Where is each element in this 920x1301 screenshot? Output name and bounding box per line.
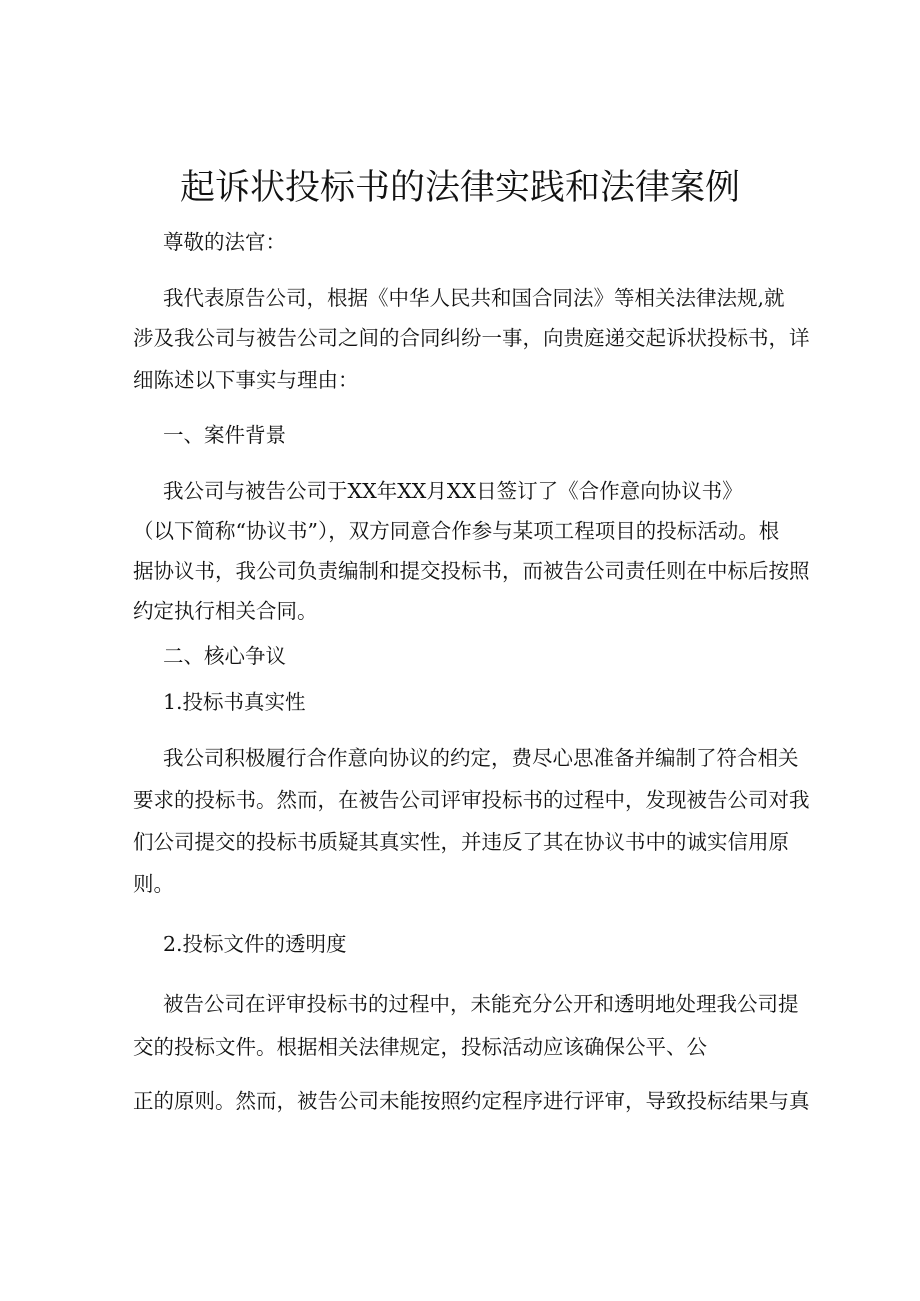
paragraph-line: 正的原则。然而，被告公司未能按照约定程序进行评审，导致投标结果与真 [133,1089,810,1113]
paragraph-line: 我公司与被告公司于XX年XX月XX日签订了《合作意向协议书》 [163,479,743,503]
paragraph-line: 要求的投标书。然而，在被告公司评审投标书的过程中，发现被告公司对我 [133,788,810,812]
paragraph-line: 约定执行相关合同。 [133,599,318,623]
paragraph-line: 交的投标文件。根据相关法律规定，投标活动应该确保公平、公 [133,1035,707,1059]
subsection-heading: 1.投标书真实性 [163,690,306,714]
paragraph-line: 则。 [133,872,174,896]
paragraph-line: （以下简称“协议书”），双方同意合作参与某项工程项目的投标活动。根 [133,519,780,543]
intro-line: 我代表原告公司，根据《中华人民共和国合同法》等相关法律法规,就 [163,286,785,310]
section-heading: 一、案件背景 [163,423,286,447]
document-title: 起诉状投标书的法律实践和法律案例 [179,168,740,208]
paragraph-line: 被告公司在评审投标书的过程中，未能充分公开和透明地处理我公司提 [163,992,799,1016]
paragraph-line: 据协议书，我公司负责编制和提交投标书，而被告公司责任则在中标后按照 [133,559,810,583]
salutation: 尊敬的法官： [163,230,286,254]
paragraph-line: 们公司提交的投标书质疑其真实性，并违反了其在协议书中的诚实信用原 [133,830,789,854]
subsection-heading: 2.投标文件的透明度 [163,932,347,956]
intro-line: 细陈述以下事实与理由： [133,368,359,392]
intro-line: 涉及我公司与被告公司之间的合同纠纷一事，向贵庭递交起诉状投标书，详 [133,326,810,350]
section-heading: 二、核心争议 [163,644,286,668]
paragraph-line: 我公司积极履行合作意向协议的约定，费尽心思准备并编制了符合相关 [163,746,799,770]
